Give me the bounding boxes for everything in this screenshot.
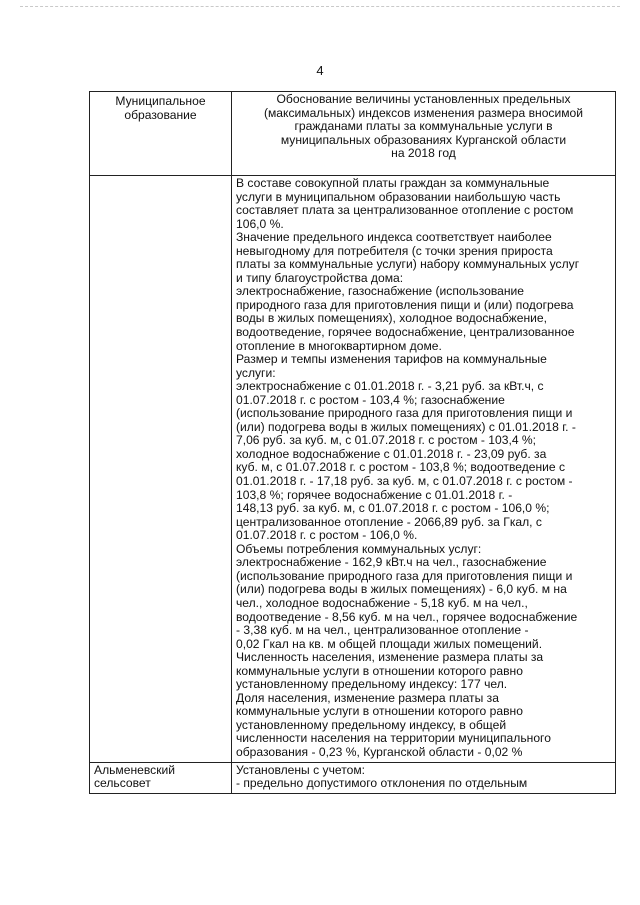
text-line: и типу благоустройства дома:	[236, 270, 404, 285]
header-municipality-line: образование	[124, 107, 197, 122]
text-line: воды в жилых помещениях), холодное водоснабжение,	[236, 311, 547, 326]
text-line: электроснабжение с 01.01.2018 г. - 3,21 руб. за кВт.ч, с	[236, 379, 544, 394]
text-line: электроснабжение, газоснабжение (использование	[236, 284, 524, 299]
text-line: установленному предельному индексу, в общей	[236, 717, 507, 732]
municipality-cell	[90, 762, 232, 793]
text-line: платы за коммунальные услуги) набору коммунальных услуг	[236, 257, 580, 272]
municipality-name-line: Альменевский	[94, 762, 176, 777]
text-line: отопление в многоквартирном доме.	[236, 338, 442, 353]
header-justification-line: Обоснование величины установленных предельных	[276, 92, 571, 106]
text-line: (или) подогрева воды в жилых помещениях) с 01.01.2018 г. -	[236, 419, 576, 434]
header-justification-line: муниципальных образованиях Курганской области	[280, 132, 567, 147]
text-line: Значение предельного индекса соответствует наиболее	[236, 230, 552, 245]
text-line: Численность населения, изменение размера платы за	[236, 650, 544, 665]
justification-cell	[232, 762, 616, 793]
municipality-name-line: сельсовет	[94, 776, 151, 791]
text-line: 0,02 Гкал на кв. м общей площади жилых помещений.	[236, 636, 543, 651]
justification-cell	[232, 176, 616, 763]
municipality-cell	[90, 176, 232, 763]
text-line: невыгодному для потребителя (с точки зрения прироста	[236, 243, 553, 258]
text-line: куб. м, с 01.07.2018 г. с ростом - 103,8 %; водоотведение с	[236, 460, 566, 475]
text-line: (использование природного газа для приготовления пищи и	[236, 568, 573, 583]
text-line: 103,8 %; горячее водоснабжение с 01.01.2018 г. -	[236, 487, 513, 502]
text-line: коммунальные услуги в отношении которого равно	[236, 663, 523, 678]
page-number: 4	[316, 63, 324, 78]
header-justification-line: на 2018 год	[391, 146, 456, 161]
text-line: чел., холодное водоснабжение - 5,18 куб. м на чел.,	[236, 595, 528, 610]
text-line: 01.07.2018 г. с ростом - 106,0 %.	[236, 528, 418, 543]
header-municipality-line: Муниципальное	[115, 94, 206, 108]
text-line: холодное водоснабжение с 01.01.2018 г. - 23,09 руб. за	[236, 446, 547, 461]
header-justification	[232, 92, 616, 176]
text-line: 106,0 %.	[236, 216, 284, 231]
text-line: электроснабжение - 162,9 кВт.ч на чел., газоснабжение	[236, 555, 547, 570]
text-line: Размер и темпы изменения тарифов на коммунальные	[236, 352, 547, 367]
text-line: водоотведение, горячее водоснабжение, централизованное	[236, 325, 575, 340]
justification-table	[89, 91, 616, 794]
text-line: услуги:	[236, 365, 276, 380]
header-justification-line: (максимальных) индексов изменения размера вносимой	[263, 105, 584, 120]
text-line: природного газа для приготовления пищи и (или) подогрева	[236, 297, 574, 312]
text-line: образования - 0,23 %, Курганской области - 0,02 %	[236, 744, 523, 759]
text-line: 01.07.2018 г. с ростом - 103,4 %; газоснабжение	[236, 392, 505, 407]
text-line: установленному предельному индексу: 177 чел.	[236, 677, 508, 692]
header-justification-line: гражданами платы за коммунальные услуги в	[294, 119, 553, 134]
text-line: Доля населения, изменение размера платы за	[236, 690, 499, 705]
text-line: (или) подогрева воды в жилых помещениях) - 6,0 куб. м на	[236, 582, 567, 597]
text-line: составляет плата за централизованное отопление с ростом	[236, 203, 574, 218]
justification-text	[236, 177, 611, 760]
text-line: 148,13 руб. за куб. м, с 01.07.2018 г. с ростом - 106,0 %;	[236, 501, 550, 516]
table-row	[90, 176, 616, 763]
text-line: Объемы потребления коммунальных услуг:	[236, 541, 482, 556]
table-header-row	[90, 92, 616, 176]
text-line: 7,06 руб. за куб. м, с 01.07.2018 г. с ростом - 103,4 %;	[236, 433, 537, 448]
text-line: 01.01.2018 г. - 17,18 руб. за куб. м, с 01.07.2018 г. с ростом -	[236, 474, 573, 489]
text-line: услуги в муниципальном образовании наибольшую часть	[236, 189, 561, 204]
text-line: В составе совокупной платы граждан за коммунальные	[236, 176, 550, 190]
text-line: водоотведение - 8,56 куб. м на чел., горячее водоснабжение	[236, 609, 578, 624]
text-line: - 3,38 куб. м на чел., централизованное отопление -	[236, 623, 529, 638]
text-line: Установлены с учетом:	[236, 762, 365, 777]
scan-top-edge	[20, 6, 620, 8]
text-line: коммунальные услуги в отношении которого равно	[236, 704, 523, 719]
text-line: численности населения на территории муниципального	[236, 731, 551, 746]
text-line: централизованное отопление - 2066,89 руб. за Гкал, с	[236, 514, 542, 529]
table-row	[90, 762, 616, 793]
text-line: - предельно допустимого отклонения по отдельным	[236, 776, 528, 791]
text-line: (использование природного газа для приготовления пищи и	[236, 406, 573, 421]
header-municipality	[90, 92, 232, 176]
